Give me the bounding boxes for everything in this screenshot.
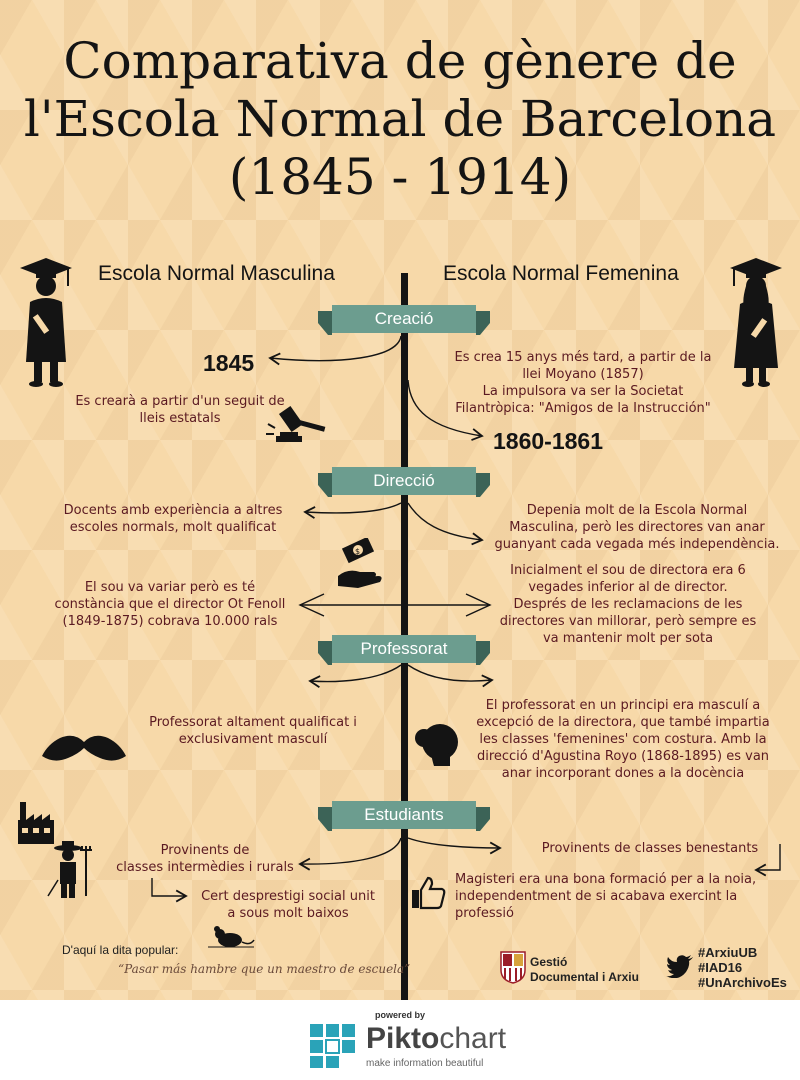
piktochart-brand[interactable]: Piktochart bbox=[366, 1022, 507, 1055]
text-creacio-femenina: Es crea 15 anys més tard, a partir de la llei Moyano (1857) La impulsora va ser la Societat Filantròpica: "Amigos de la Instrucción" bbox=[454, 350, 712, 416]
hashtag: #IAD16 bbox=[698, 960, 743, 975]
money-hand-icon bbox=[334, 538, 386, 592]
text-direccio-masculina: Docents amb experiència a altres escoles normals, molt qualificat bbox=[63, 503, 283, 535]
piktochart-logo-icon bbox=[310, 1024, 356, 1068]
gavel-icon bbox=[266, 404, 328, 448]
org-name-line2: Documental i Arxiu bbox=[530, 970, 639, 984]
section-banner-estudiants bbox=[318, 801, 490, 833]
section-title: Professorat bbox=[360, 639, 448, 658]
twitter-bird-icon bbox=[666, 954, 694, 978]
section-title: Creació bbox=[374, 309, 434, 328]
text-professorat-femenina: El professorat en un principi era masculí a excepció de la directora, que també impartia les classes 'femenines' com costura. Amb la direcció d'Agustina Royo (1868-1895) es van anar incorporant dones a la docència bbox=[476, 698, 770, 781]
mustache-icon bbox=[40, 730, 128, 766]
org-name-line1: Gestió bbox=[530, 955, 568, 969]
section-title: Estudiants bbox=[364, 805, 444, 824]
text-direccio-femenina: Depenia molt de la Escola Normal Masculina, però les directores van anar guanyant cada vegada més independència. bbox=[494, 503, 780, 552]
graduate-woman-icon bbox=[728, 256, 784, 388]
ub-shield-icon bbox=[500, 950, 526, 984]
farmer-icon bbox=[46, 840, 96, 900]
section-title: Direcció bbox=[373, 471, 435, 490]
footer bbox=[0, 1000, 800, 1080]
text-desprestigi: Cert desprestigi social unit a sous molt baixos bbox=[201, 889, 375, 921]
section-banner-professorat bbox=[318, 635, 490, 667]
section-banner-direccio bbox=[318, 467, 490, 499]
page-title: Comparativa de gènere de l'Escola Normal de Barcelona (1845 - 1914) bbox=[23, 32, 777, 206]
section-banner-creacio bbox=[318, 305, 490, 337]
column-header-masculina: Escola Normal Masculina bbox=[98, 262, 335, 285]
text-sou-femenina: Inicialment el sou de directora era 6 vegades inferior al de director. Després de les reclamacions de les directores van millorar, però sempre es va mantenir molt per sota bbox=[499, 563, 757, 646]
piktochart-slogan: make information beautiful bbox=[366, 1058, 484, 1069]
text-sou-masculina: El sou va variar però es té constància que el director Ot Fenoll (1849-1875) cobrava 10.000 rals bbox=[54, 580, 286, 629]
text-magisteri: Magisteri era una bona formació per a la noia, independentment de si acabava exercint la professió bbox=[455, 872, 757, 921]
hashtag: #ArxiuUB bbox=[698, 945, 758, 960]
saying-quote: “Pasar más hambre que un maestro de escuela” bbox=[118, 962, 411, 976]
graduate-man-icon bbox=[18, 256, 74, 388]
saying-label: D'aquí la dita popular: bbox=[62, 943, 179, 957]
hashtag: #UnArchivoEs bbox=[698, 975, 787, 990]
column-header-femenina: Escola Normal Femenina bbox=[443, 262, 679, 285]
year-femenina: 1860-1861 bbox=[493, 428, 603, 454]
svg-text:$: $ bbox=[355, 547, 361, 556]
woman-head-icon bbox=[410, 720, 462, 772]
year-masculina: 1845 bbox=[203, 350, 255, 376]
text-estudiants-masculina: Provinents de classes intermèdies i rurals bbox=[116, 843, 294, 875]
text-estudiants-femenina: Provinents de classes benestants bbox=[541, 841, 759, 856]
powered-by-label: powered by bbox=[374, 1010, 425, 1020]
thumbs-up-icon bbox=[410, 876, 446, 910]
text-professorat-masculina: Professorat altament qualificat i exclusivament masculí bbox=[149, 715, 357, 747]
rat-icon bbox=[208, 924, 256, 950]
text-creacio-masculina: Es crearà a partir d'un seguit de lleis estatals bbox=[75, 394, 285, 426]
